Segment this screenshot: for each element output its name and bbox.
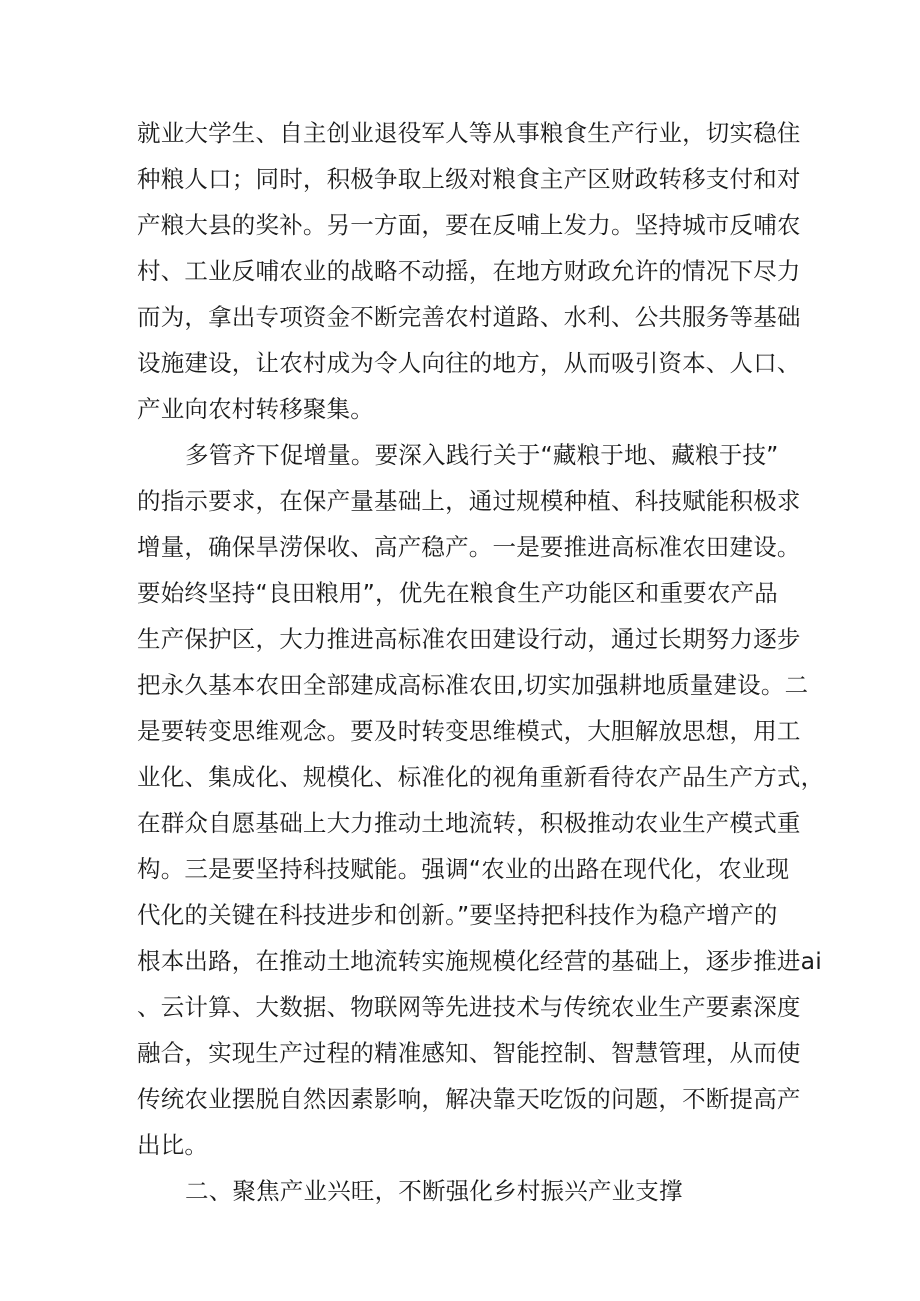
body-text-line: 把永久基本农田全部建成高标准农田,切实加强耕地质量建设。二 [137,671,809,699]
body-text-line: 要始终坚持“良田粮用”，优先在粮食生产功能区和重要农产品 [137,579,778,607]
body-text-line: 产粮大县的奖补。另一方面，要在反哺上发力。坚持城市反哺农 [137,211,801,239]
body-text-line: 村、工业反哺农业的战略不动摇，在地方财政允许的情况下尽力 [137,257,801,285]
body-text-line: 生产保护区，大力推进高标准农田建设行动，通过长期努力逐步 [137,625,801,653]
body-text-line: 就业大学生、自主创业退役军人等从事粮食生产行业，切实稳住 [137,119,801,147]
body-text-line: 产业向农村转移聚集。 [137,395,374,423]
body-text-line: 增量，确保旱涝保收、高产稳产。一是要推进高标准农田建设。 [137,533,801,561]
body-text-line: 、云计算、大数据、物联网等先进技术与传统农业生产要素深度 [137,993,801,1021]
body-text-line: 代化的关键在科技进步和创新。”要坚持把科技作为稳产增产的 [137,901,778,929]
body-text-line: 而为，拿出专项资金不断完善农村道路、水利、公共服务等基础 [137,303,801,331]
body-text-line: 是要转变思维观念。要及时转变思维模式，大胆解放思想，用工 [137,717,801,745]
body-text-line: 融合，实现生产过程的精准感知、智能控制、智慧管理，从而使 [137,1039,801,1067]
body-text-line: 传统农业摆脱自然因素影响，解决靠天吃饭的问题，不断提高产 [137,1085,801,1113]
body-text-line: 的指示要求，在保产量基础上，通过规模种植、科技赋能积极求 [137,487,801,515]
body-text-line: 种粮人口；同时，积极争取上级对粮食主产区财政转移支付和对 [137,165,801,193]
body-text-line: 设施建设，让农村成为令人向往的地方，从而吸引资本、人口、 [137,349,801,377]
body-text-line: 在群众自愿基础上大力推动土地流转，积极推动农业生产模式重 [137,809,801,837]
body-text-line: 业化、集成化、规模化、标准化的视角重新看待农产品生产方式， [137,763,825,791]
body-text-line: 构。三是要坚持科技赋能。强调“农业的出路在现代化，农业现 [137,855,790,883]
body-text-line: 出比。 [137,1131,209,1159]
paragraph-first-line: 多管齐下促增量。要深入践行关于“藏粮于地、藏粮于技” [185,441,779,469]
section-heading: 二、聚焦产业兴旺，不断强化乡村振兴产业支撑 [185,1177,683,1205]
body-text-line: 根本出路，在推动土地流转实施规模化经营的基础上，逐步推进ai [137,947,822,975]
